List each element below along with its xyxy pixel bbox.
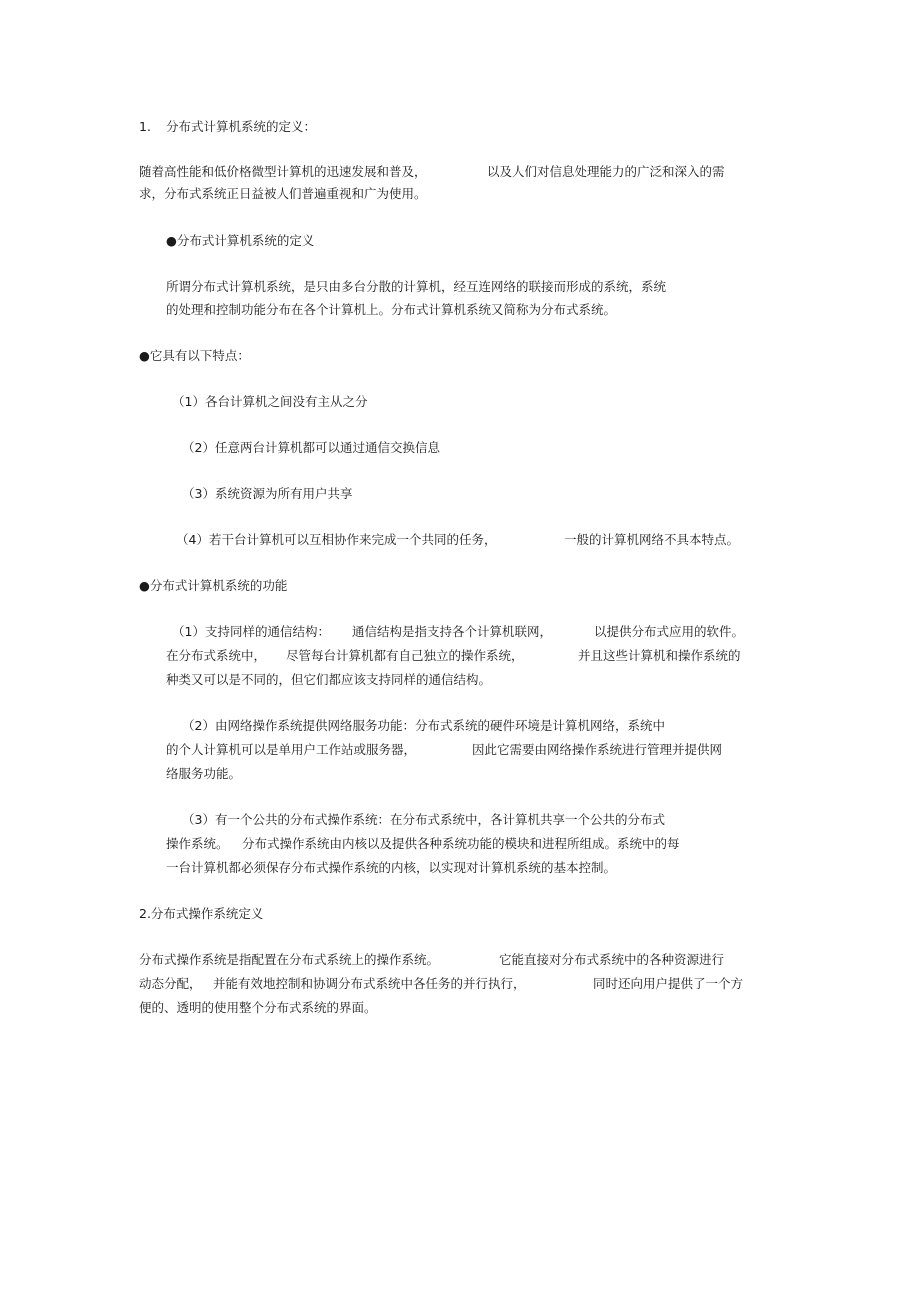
heading-number: 1.: [139, 119, 151, 134]
feature-item-2: （2）任意两台计算机都可以通过通信交换信息: [182, 440, 440, 455]
section-2-line-2a: 动态分配，: [139, 976, 202, 991]
definition-line-2: 的处理和控制功能分布在各个计算机上。分布式计算机系统又简称为分布式系统。: [166, 302, 617, 317]
intro-line-1a: 随着高性能和低价格微型计算机的迅速发展和普及，: [139, 164, 427, 179]
section-2-heading: 2.分布式操作系统定义: [139, 906, 264, 921]
feature-item-3: （3）系统资源为所有用户共享: [182, 486, 353, 501]
functions-bullet: ●分布式计算机系统的功能: [139, 578, 288, 593]
function-1-line-2: [166, 648, 741, 664]
intro-line-2: 求，分布式系统正日益被人们普遍重视和广为使用。: [139, 186, 427, 201]
function-1-line-2c: 并且这些计算机和操作系统的: [578, 648, 741, 663]
section-2-line-2c: 同时还向用户提供了一个方: [593, 976, 744, 991]
heading-text: 分布式计算机系统的定义：: [166, 119, 317, 134]
function-1-line-3: 种类又可以是不同的，但它们都应该支持同样的通信结构。: [166, 672, 492, 687]
function-1-line-1c: 以提供分布式应用的软件。: [594, 624, 745, 639]
feature-item-1: （1）各台计算机之间没有主从之分: [172, 394, 368, 409]
function-3-line-3: 一台计算机都必须保存分布式操作系统的内核，以实现对计算机系统的基本控制。: [166, 860, 617, 875]
function-1-line-2a: 在分布式系统中，: [166, 648, 267, 663]
section-2-line-2b: 并能有效地控制和协调分布式系统中各任务的并行执行，: [213, 976, 526, 991]
function-3-line-2: [166, 836, 680, 852]
function-1-line-1b: 通信结构是指支持各个计算机联网，: [352, 624, 553, 639]
section-2-line-1b: 它能直接对分布式系统中的各种资源进行: [499, 952, 725, 967]
section-2-line-3: 便的、透明的使用整个分布式系统的界面。: [139, 1000, 377, 1015]
function-2-line-2b: 因此它需要由网络操作系统进行管理并提供网: [472, 742, 723, 757]
intro-line-1b: 以及人们对信息处理能力的广泛和深入的需: [487, 164, 725, 179]
section-2-line-1a: 分布式操作系统是指配置在分布式系统上的操作系统。: [139, 952, 440, 967]
section-2-line-1: [139, 952, 724, 968]
function-3-line-1: （3）有一个公共的分布式操作系统：在分布式系统中，各计算机共享一个公共的分布式: [182, 812, 665, 827]
feature-item-4b: 一般的计算机网络不具本特点。: [564, 532, 740, 547]
function-1-line-1a: （1）支持同样的通信结构：: [172, 624, 330, 639]
function-2-line-3: 络服务功能。: [166, 766, 242, 781]
function-1-line-1: [172, 624, 744, 640]
definition-bullet: ●分布式计算机系统的定义: [166, 233, 315, 248]
function-2-line-1: （2）由网络操作系统提供网络服务功能：分布式系统的硬件环境是计算机网络，系统中: [182, 718, 665, 733]
definition-line-1: 所谓分布式计算机系统，是只由多台分散的计算机，经互连网络的联接而形成的系统，系统: [166, 279, 667, 294]
features-bullet: ●它具有以下特点：: [139, 348, 250, 363]
function-3-line-2b: 分布式操作系统由内核以及提供各种系统功能的模块和进程所组成。系统中的每: [242, 836, 680, 851]
function-2-line-2: [166, 742, 722, 758]
section-2-line-2: [139, 976, 743, 992]
feature-item-4: [176, 532, 739, 548]
function-2-line-2a: 的个人计算机可以是单用户工作站或服务器，: [166, 742, 417, 757]
function-1-line-2b: 尽管每台计算机都有自己独立的操作系统，: [286, 648, 524, 663]
function-3-line-2a: 操作系统。: [166, 836, 229, 851]
intro-line-1: [139, 164, 725, 180]
section-1-heading: [139, 119, 316, 135]
feature-item-4a: （4）若干台计算机可以互相协作来完成一个共同的任务，: [176, 532, 497, 547]
